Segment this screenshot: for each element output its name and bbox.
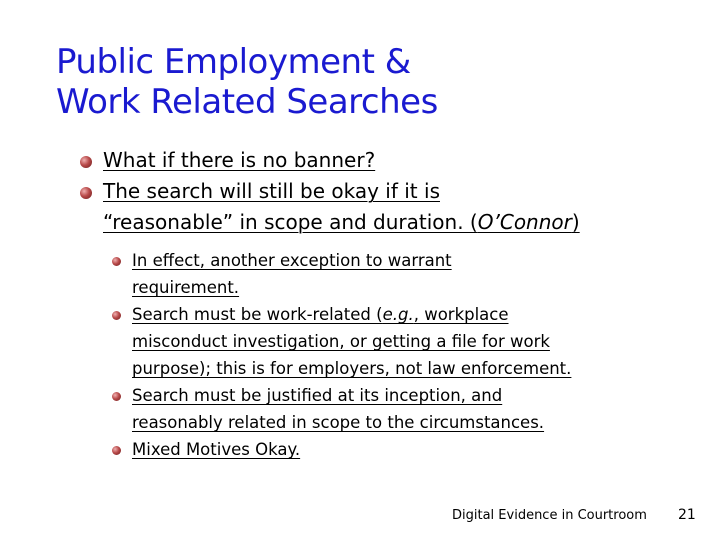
bullet-icon [80,187,92,199]
bullet-icon [80,156,92,168]
sub-bullet-3-line-2: reasonably related in scope to the circumstances. [132,413,545,432]
title-line-2: Work Related Searches [56,82,438,122]
slide-footer: Digital Evidence in Courtroom [452,508,647,523]
bullet-text-2-line-2 [103,207,580,238]
sub-bullet-2-line-1 [132,301,509,328]
sub-bullet-icon [112,446,121,455]
title-line-1: Public Employment & [56,42,411,82]
page-number: 21 [678,507,696,523]
bullet-text-2-pre: “reasonable” in scope and duration. ( [103,210,478,234]
sub-bullet-1-line-2: requirement. [132,278,240,297]
sub-bullet-icon [112,392,121,401]
sub-bullet-icon [112,257,121,266]
slide-title [56,42,696,122]
sub-bullet-2-pre: Search must be work-related ( [132,305,383,324]
sub-bullet-icon [112,311,121,320]
bullet-text-2-post: ) [571,210,580,234]
sub-bullet-4-line-1: Mixed Motives Okay. [132,440,301,459]
sub-bullet-3-line-1: Search must be justified at its inception, and [132,386,503,405]
bullet-text-2-line-1: The search will still be okay if it is [103,179,440,203]
case-name: O’Connor [477,210,572,234]
sub-bullet-2-line-2: misconduct investigation, or getting a file for work [132,332,550,351]
sub-bullet-1-line-1: In effect, another exception to warrant [132,251,452,270]
bullet-text-1: What if there is no banner? [103,148,376,172]
sub-bullet-2-post: , workplace [413,305,509,324]
sub-bullet-2-line-3: purpose); this is for employers, not law enforcement. [132,359,572,378]
sub-bullet-2-em: e.g. [382,305,414,324]
